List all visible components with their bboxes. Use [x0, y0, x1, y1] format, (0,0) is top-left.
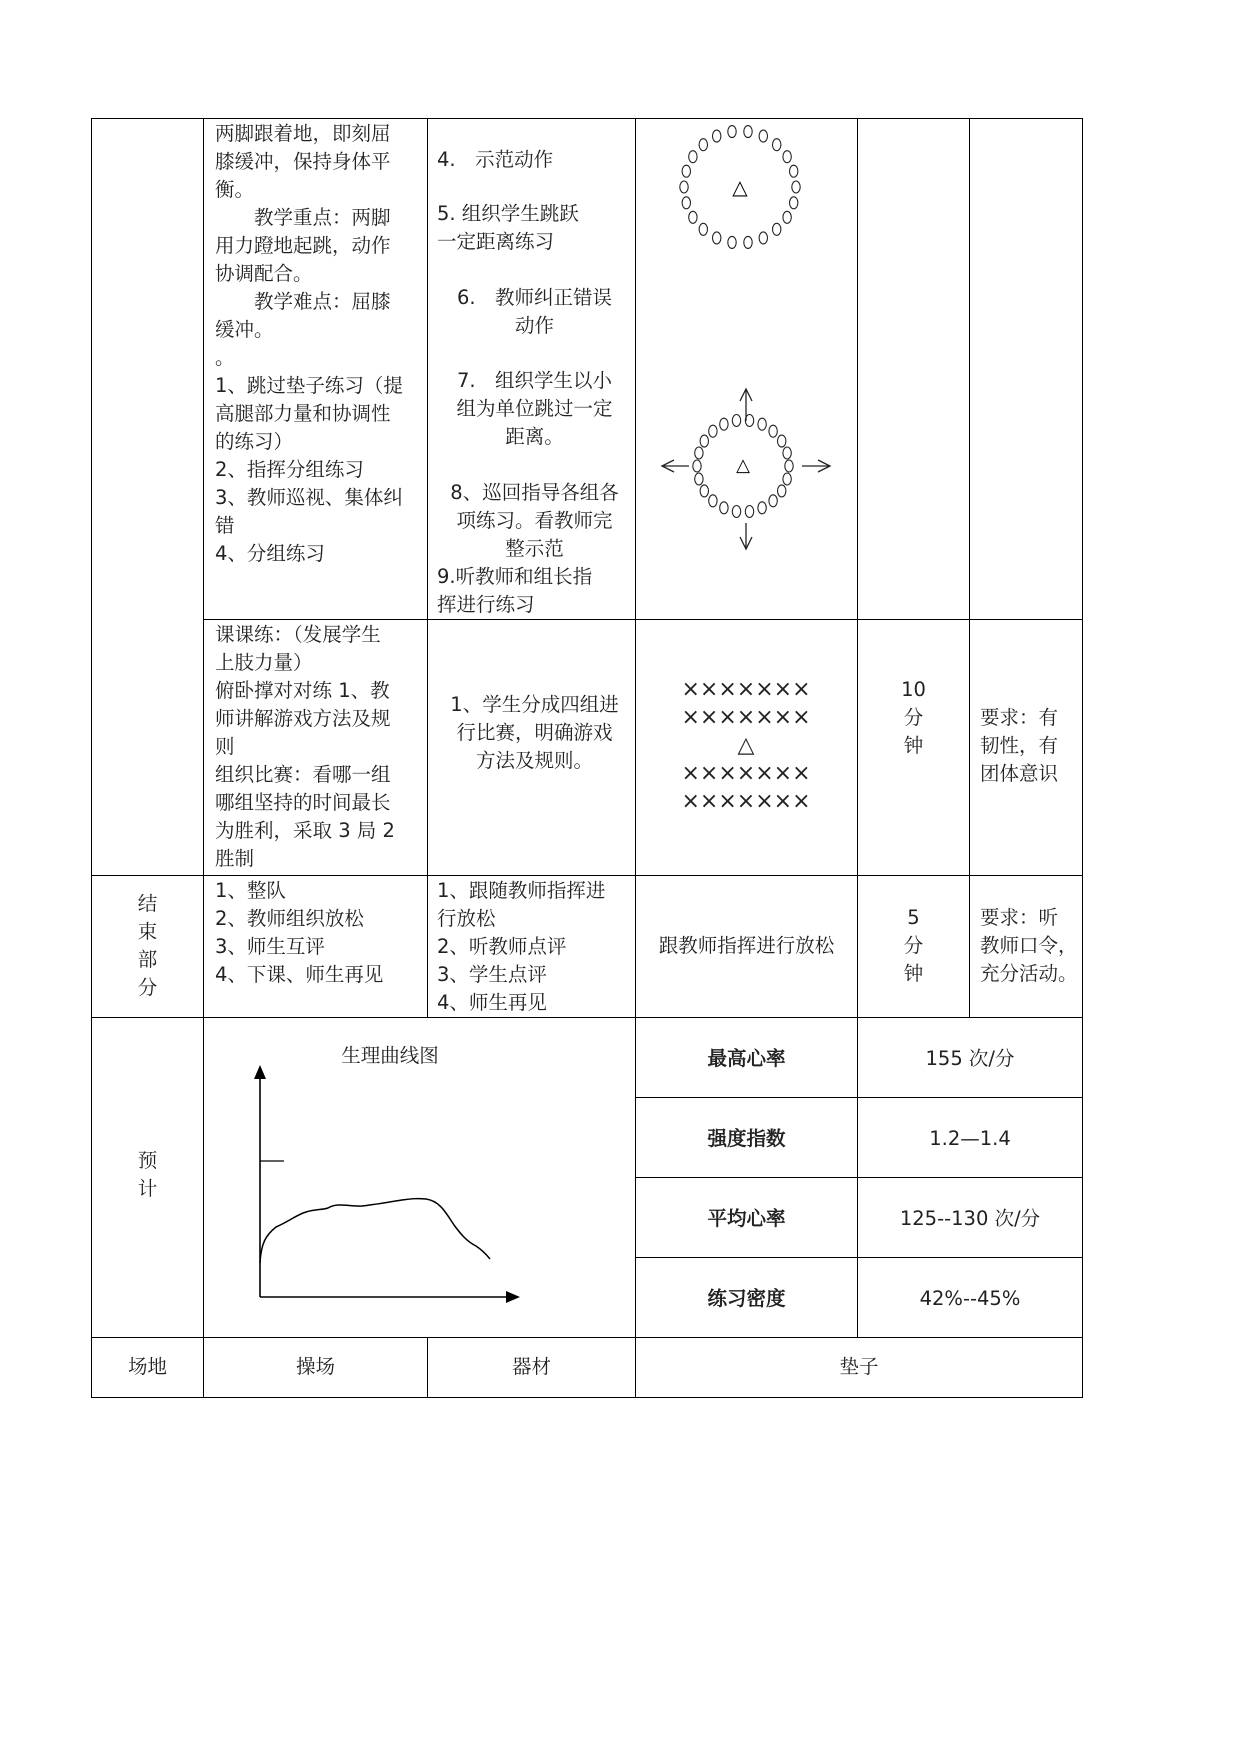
- arrow-down-icon: [740, 523, 752, 549]
- student-marker: [790, 165, 798, 177]
- formation-row: ×××××××: [681, 789, 811, 814]
- organization-ending: 跟教师指挥进行放松: [658, 934, 835, 957]
- content-line: 高腿部力量和协调性: [215, 402, 391, 425]
- student-marker: [695, 473, 703, 485]
- stat-value: 1.2—1.4: [929, 1127, 1011, 1150]
- content-line: 膝缓冲，保持身体平: [215, 150, 391, 173]
- step-line: 3、学生点评: [437, 963, 547, 986]
- time-line: 钟: [903, 734, 924, 757]
- student-marker: [759, 232, 767, 244]
- student-marker: [700, 435, 708, 447]
- student-marker: [732, 506, 740, 518]
- col-divider-1: [203, 118, 204, 1398]
- requirement-line: 韧性，有: [980, 734, 1059, 757]
- equipment-value: 垫子: [839, 1355, 879, 1378]
- step-line: 7. 组织学生以小: [456, 369, 613, 392]
- step-line: 行放松: [437, 907, 496, 930]
- student-marker: [709, 495, 717, 507]
- student-marker: [689, 211, 697, 223]
- content-line: 两脚跟着地，即刻屈: [215, 122, 391, 145]
- formation-row: △: [737, 733, 755, 758]
- student-marker: [680, 181, 688, 193]
- step-line: 一定距离练习: [437, 230, 555, 253]
- student-marker: [728, 236, 736, 248]
- formation-row: ×××××××: [681, 761, 811, 786]
- student-step-4: 4. 示范动作: [437, 148, 554, 171]
- chart-title: 生理曲线图: [341, 1044, 439, 1067]
- content-line: 。: [215, 346, 235, 369]
- section-char: 束: [137, 920, 158, 943]
- step-line: 组为单位跳过一定: [456, 397, 613, 420]
- requirement-ending: [980, 904, 1082, 988]
- student-marker: [695, 447, 703, 459]
- time-duration-practice: [858, 676, 969, 760]
- step-line: 整示范: [505, 537, 564, 560]
- content-line: 缓冲。: [215, 318, 274, 341]
- step-line: 1、学生分成四组进: [450, 693, 619, 716]
- stat-value: 155 次/分: [925, 1047, 1015, 1070]
- time-line: 分: [903, 706, 924, 729]
- table-border-left: [91, 118, 92, 1398]
- student-marker: [745, 506, 753, 518]
- content-line: 师讲解游戏方法及规: [215, 707, 391, 730]
- step-line: 挥进行练习: [437, 593, 535, 616]
- student-step-7: [437, 367, 632, 451]
- step-line: 9.听教师和组长指: [437, 565, 593, 588]
- content-line: 胜制: [215, 847, 255, 870]
- step-line: 方法及规则。: [475, 749, 593, 772]
- step-line: 1、跟随教师指挥进: [437, 879, 606, 902]
- stat-value: 125--130 次/分: [899, 1207, 1041, 1230]
- col-divider-2: [427, 118, 428, 1017]
- arrow-up-icon: [740, 389, 752, 421]
- requirement-line: 要求：听: [980, 906, 1059, 929]
- student-marker: [769, 495, 777, 507]
- student-marker: [783, 473, 791, 485]
- stat-divider-3: [635, 1257, 1083, 1258]
- content-line: 的练习）: [215, 430, 294, 453]
- content-line: 哪组坚持的时间最长: [215, 791, 391, 814]
- student-step-6: [437, 284, 632, 340]
- content-line: 2、教师组织放松: [215, 907, 364, 930]
- step-line: 4、师生再见: [437, 991, 547, 1014]
- table-border-right: [1082, 118, 1083, 1398]
- content-line: 衡。: [215, 178, 255, 201]
- student-marker: [682, 197, 690, 209]
- teaching-content-main: [215, 120, 425, 568]
- student-marker: [773, 139, 781, 151]
- student-marker: [783, 447, 791, 459]
- student-marker: [758, 418, 766, 430]
- venue-label: 场地: [127, 1355, 167, 1378]
- teaching-content-practice: [215, 621, 425, 873]
- student-marker: [769, 425, 777, 437]
- section-char: 计: [137, 1177, 158, 1200]
- requirement-line: 充分活动。: [980, 962, 1078, 985]
- stat-label: 强度指数: [707, 1127, 786, 1150]
- step-line: 5. 组织学生跳跃: [437, 202, 579, 225]
- row-divider-3: [91, 1017, 1083, 1018]
- stat-divider-2: [635, 1177, 1083, 1178]
- student-marker: [682, 165, 690, 177]
- student-marker: [732, 415, 740, 427]
- step-line: 距离。: [505, 425, 564, 448]
- stat-label: 最高心率: [707, 1047, 786, 1070]
- section-char: 预: [137, 1149, 158, 1172]
- content-line: 组织比赛：看哪一组: [215, 763, 391, 786]
- step-line: 6. 教师纠正错误: [456, 286, 613, 309]
- table-border-bottom: [91, 1397, 1083, 1398]
- stat-value: 42%--45%: [919, 1287, 1021, 1310]
- section-label-ending: [92, 890, 203, 1002]
- content-line: 4、下课、师生再见: [215, 963, 384, 986]
- teacher-triangle-2: △: [736, 455, 750, 476]
- student-marker: [758, 502, 766, 514]
- student-marker: [744, 236, 752, 248]
- table-border-top: [91, 118, 1083, 119]
- step-line: 2、听教师点评: [437, 935, 567, 958]
- student-marker: [783, 211, 791, 223]
- content-line: 课课练：（发展学生: [215, 623, 381, 646]
- section-char: 分: [137, 976, 158, 999]
- student-marker: [720, 502, 728, 514]
- content-line: 协调配合。: [215, 262, 313, 285]
- step-line: 动作: [514, 314, 554, 337]
- stat-label: 练习密度: [707, 1287, 786, 1310]
- student-step-9: [437, 563, 632, 619]
- section-char: 结: [137, 892, 158, 915]
- arrow-right-icon: [802, 460, 830, 472]
- time-line: 10: [901, 678, 926, 701]
- content-line: 教学难点：屈膝: [215, 290, 391, 313]
- time-line: 钟: [903, 962, 924, 985]
- stat-divider-1: [635, 1097, 1083, 1098]
- formation-row: ×××××××: [681, 677, 811, 702]
- student-marker: [713, 130, 721, 142]
- time-line: 分: [903, 934, 924, 957]
- student-marker: [693, 460, 701, 472]
- content-line: 上肢力量）: [215, 651, 313, 674]
- arrow-left-icon: [662, 460, 689, 472]
- row-divider-1: [203, 619, 1083, 620]
- col-divider-5: [969, 118, 970, 1017]
- stat-label: 平均心率: [707, 1207, 786, 1230]
- row-divider-2: [91, 875, 1083, 876]
- step-line: 项练习。看教师完: [456, 509, 613, 532]
- section-char: 部: [137, 948, 158, 971]
- requirement-practice: [980, 704, 1082, 788]
- content-line: 用力蹬地起跳，动作: [215, 234, 391, 257]
- content-line: 1、整队: [215, 879, 286, 902]
- content-line: 4、分组练习: [215, 542, 325, 565]
- time-line: 5: [907, 906, 920, 929]
- x-axis: [260, 1291, 520, 1303]
- requirement-line: 教师口令，: [980, 934, 1078, 957]
- content-line: 教学重点：两脚: [215, 206, 391, 229]
- content-line: 错: [215, 514, 235, 537]
- student-marker: [720, 418, 728, 430]
- teaching-content-ending: [215, 877, 425, 989]
- student-step-5: [437, 200, 632, 256]
- requirement-line: 要求：有: [980, 706, 1059, 729]
- student-marker: [783, 151, 791, 163]
- student-marker: [700, 485, 708, 497]
- content-line: 俯卧撑对对练 1、教: [215, 679, 390, 702]
- step-line: 行比赛，明确游戏: [456, 721, 613, 744]
- student-marker: [778, 485, 786, 497]
- requirement-line: 团体意识: [980, 762, 1059, 785]
- formation-rows: [636, 676, 856, 816]
- equipment-label: 器材: [511, 1355, 551, 1378]
- student-marker: [790, 197, 798, 209]
- teacher-triangle-1: △: [732, 175, 748, 199]
- student-step-8: [437, 479, 632, 563]
- content-line: 则: [215, 735, 235, 758]
- student-marker: [785, 460, 793, 472]
- student-marker: [773, 223, 781, 235]
- time-duration-ending: [858, 904, 969, 988]
- student-activity-practice: [437, 691, 632, 775]
- student-marker: [699, 223, 707, 235]
- content-line: 3、师生互评: [215, 935, 325, 958]
- section-label-estimate: [92, 1147, 203, 1203]
- formation-diagram-svg: [636, 119, 856, 619]
- content-line: 为胜利，采取 3 局 2: [215, 819, 395, 842]
- student-marker: [728, 126, 736, 138]
- content-line: 2、指挥分组练习: [215, 458, 364, 481]
- heart-rate-curve: [260, 1199, 490, 1263]
- student-marker: [699, 139, 707, 151]
- physiological-curve-chart: [250, 1065, 530, 1310]
- student-activity-ending: [437, 877, 632, 1017]
- student-marker: [759, 130, 767, 142]
- student-marker: [709, 425, 717, 437]
- content-line: 1、跳过垫子练习（提: [215, 374, 403, 397]
- row-divider-4: [91, 1337, 1083, 1338]
- step-line: 8、巡回指导各组各: [450, 481, 619, 504]
- student-marker: [713, 232, 721, 244]
- content-line: 3、教师巡视、集体纠: [215, 486, 403, 509]
- student-marker: [778, 435, 786, 447]
- student-marker: [689, 151, 697, 163]
- student-marker: [744, 126, 752, 138]
- student-marker: [792, 181, 800, 193]
- formation-row: ×××××××: [681, 705, 811, 730]
- venue-value: 操场: [295, 1355, 335, 1378]
